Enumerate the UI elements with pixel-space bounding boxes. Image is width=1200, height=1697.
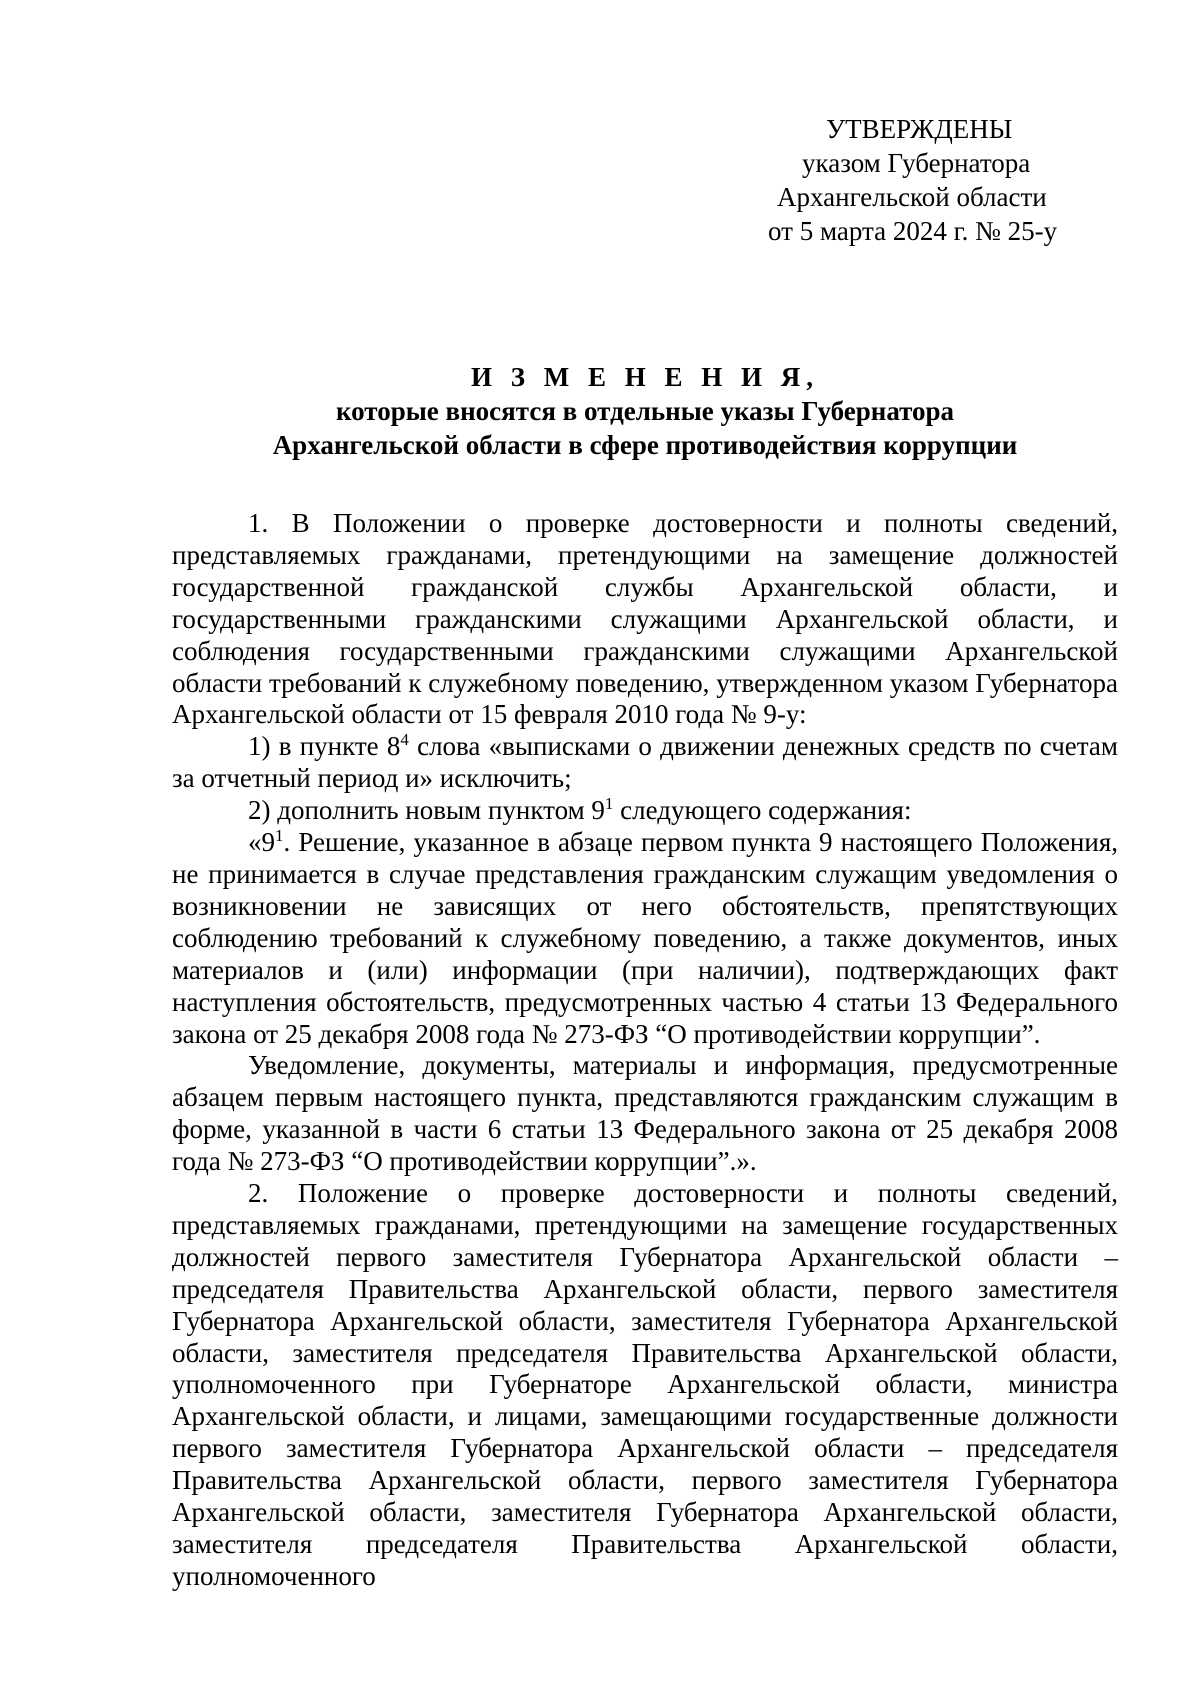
subitem-1-superscript: 4 [400,730,409,750]
approval-region-line: Архангельской области [777,182,1047,212]
approval-date-number: от 5 марта 2024 г. № 25-у [768,216,1058,246]
document-body [172,508,1118,1593]
subitem-2-text-b: следующего содержания: [613,795,912,826]
document-title [172,360,1118,462]
subitem-2-superscript: 1 [604,794,614,814]
title-subheading-line1: которые вносятся в отдельные указы Губернатора [335,396,955,426]
paragraph-new-point [172,827,1118,1050]
new-point-text-b: . Решение, указанное в абзаце первом пункта 9 настоящего Положения, не принимается в случае представления гражданским служащим уведомления о возникновении не зависящих от него обстоятельств, препятствующих соблюдению требований к служебному поведению, а также документов, иных материалов и (или) информации (при наличии), подтверждающих факт наступления обстоятельств, предусмотренных частью 4 статьи 13 Федерального закона от 25 декабря 2008 года № 273-ФЗ “О противодействии коррупции”. [172,827,1118,1049]
subitem-1-text-a: 1) в пункте 8 [248,731,401,762]
approval-decree-line: указом Губернатора [802,148,1031,178]
paragraph-item-1: 1. В Положении о проверке достоверности и полноты сведений, представляемых гражданами, претендующими на замещение должностей государственной гражданской службы Архангельской области, и государственными гражданскими служащими Архангельской области, и соблюдения государственными гражданскими служащими Архангельской области требований к служебному поведению, утвержденном указом Губернатора Архангельской области от 15 февраля 2010 года № 9-у: [172,508,1118,730]
paragraph-subitem-1 [172,731,1118,795]
title-subheading-line2: Архангельской области в сфере противодействия коррупции [272,430,1018,460]
subitem-1-text-b: слова «выписками о движении денежных средств по счетам за отчетный период и» исключить; [172,731,1118,794]
paragraph-item-2: 2. Положение о проверке достоверности и полноты сведений, представляемых гражданами, претендующими на замещение государственных должностей первого заместителя Губернатора Архангельской области – председателя Правительства Архангельской области, первого заместителя Губернатора Архангельской области, заместителя Губернатора Архангельской области, заместителя председателя Правительства Архангельской области, уполномоченного при Губернаторе Архангельской области, министра Архангельской области, и лицами, замещающими государственные должности первого заместителя Губернатора Архангельской области – председателя Правительства Архангельской области, первого заместителя Губернатора Архангельской области, заместителя Губернатора Архангельской области, заместителя председателя Правительства Архангельской области, уполномоченного [172,1178,1118,1591]
paragraph-notification: Уведомление, документы, материалы и информация, предусмотренные абзацем первым настоящего пункта, представляются гражданским служащим в форме, указанной в части 6 статьи 13 Федерального закона от 25 декабря 2008 года № 273-ФЗ “О противодействии коррупции”.». [172,1050,1118,1177]
title-heading: И З М Е Н Е Н И Я, [470,362,819,392]
paragraph-subitem-2 [172,795,1118,827]
approval-stamp-block [760,112,1080,248]
new-point-superscript: 1 [275,826,284,846]
subitem-2-text-a: 2) дополнить новым пунктом 9 [248,795,605,826]
new-point-text-a: «9 [248,827,275,858]
approval-heading: УТВЕРЖДЕНЫ [826,114,1013,144]
